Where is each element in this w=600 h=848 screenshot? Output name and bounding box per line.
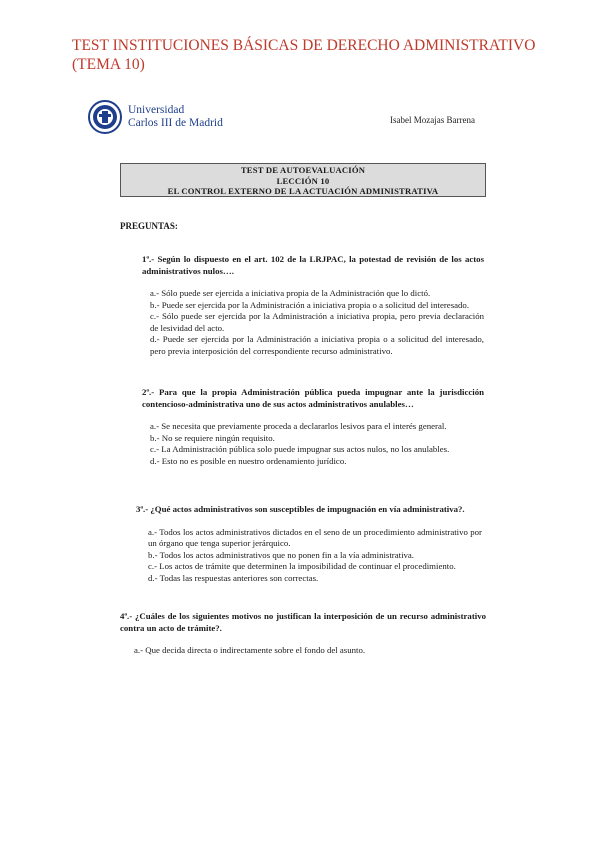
document-title: TEST INSTITUCIONES BÁSICAS DE DERECHO ADMINISTRATIVO (TEMA 10): [72, 37, 536, 73]
question-3: [136, 504, 482, 584]
option-d: d.- Todas las respuestas anteriores son correctas.: [148, 572, 319, 583]
question-4: [120, 611, 486, 657]
option-d: d.- Puede ser ejercida por la Administración a iniciativa propia o a solicitud del interesado, pero previa interposición del correspondiente recurso administrativo.: [150, 334, 484, 356]
option-c: c.- La Administración pública solo puede impugnar sus actos nulos, no los anulables.: [150, 444, 450, 454]
option-b: b.- Todos los actos administrativos que no ponen fin a la vía administrativa.: [148, 549, 415, 560]
logo-line-2: Carlos III de Madrid: [128, 117, 223, 129]
test-header-box: [120, 163, 486, 197]
option-b: b.- Puede ser ejercida por la Administración a iniciativa propia o a solicitud del interesado.: [150, 299, 470, 310]
university-logo: [88, 100, 223, 134]
option-a: a.- Todos los actos administrativos dictados en el seno de un procedimiento administrativo por un órgano que tenga superior jerárquico.: [148, 526, 482, 548]
question-1: [142, 254, 484, 357]
option-b: b.- No se requiere ningún requisito.: [150, 432, 275, 443]
question-2: [142, 387, 484, 467]
header-line-2: LECCIÓN 10: [276, 175, 330, 186]
option-a: a.- Sólo puede ser ejercida a iniciativa propia de la Administración que lo dictó.: [150, 288, 431, 298]
question-text: 2ª.- Para que la propia Administración pública pueda impugnar ante la jurisdicción contencioso-administrativa uno de sus actos administrativos anulables…: [142, 387, 484, 409]
option-d: d.- Esto no es posible en nuestro ordenamiento jurídico.: [150, 455, 347, 466]
header-line-1: TEST DE AUTOEVALUACIÓN: [240, 165, 366, 175]
question-text: 4ª.- ¿Cuáles de los siguientes motivos no justifican la interposición de un recurso administrativo contra un acto de trámite?.: [120, 611, 486, 633]
header-line-3: EL CONTROL EXTERNO DE LA ACTUACIÓN ADMINISTRATIVA: [167, 186, 439, 196]
option-a: a.- Se necesita que previamente proceda a declararlos lesivos para el interés general.: [150, 421, 447, 431]
author-name: Isabel Mozajas Barrena: [390, 115, 475, 125]
questions-label: PREGUNTAS:: [120, 221, 178, 231]
question-text: 3ª.- ¿Qué actos administrativos son susceptibles de impugnación en vía administrativa?.: [136, 504, 465, 514]
option-a: a.- Que decida directa o indirectamente sobre el fondo del asunto.: [134, 645, 366, 655]
question-text: 1ª.- Según lo dispuesto en el art. 102 de la LRJPAC, la potestad de revisión de los actos administrativos nulos….: [142, 254, 484, 276]
logo-line-1: Universidad: [128, 104, 185, 116]
option-c: c.- Sólo puede ser ejercida por la Administración a iniciativa propia, pero previa declaración de lesividad del acto.: [150, 311, 484, 333]
university-seal-icon: [88, 100, 122, 134]
option-c: c.- Los actos de trámite que determinen la imposibilidad de continuar el procedimiento.: [148, 561, 456, 571]
